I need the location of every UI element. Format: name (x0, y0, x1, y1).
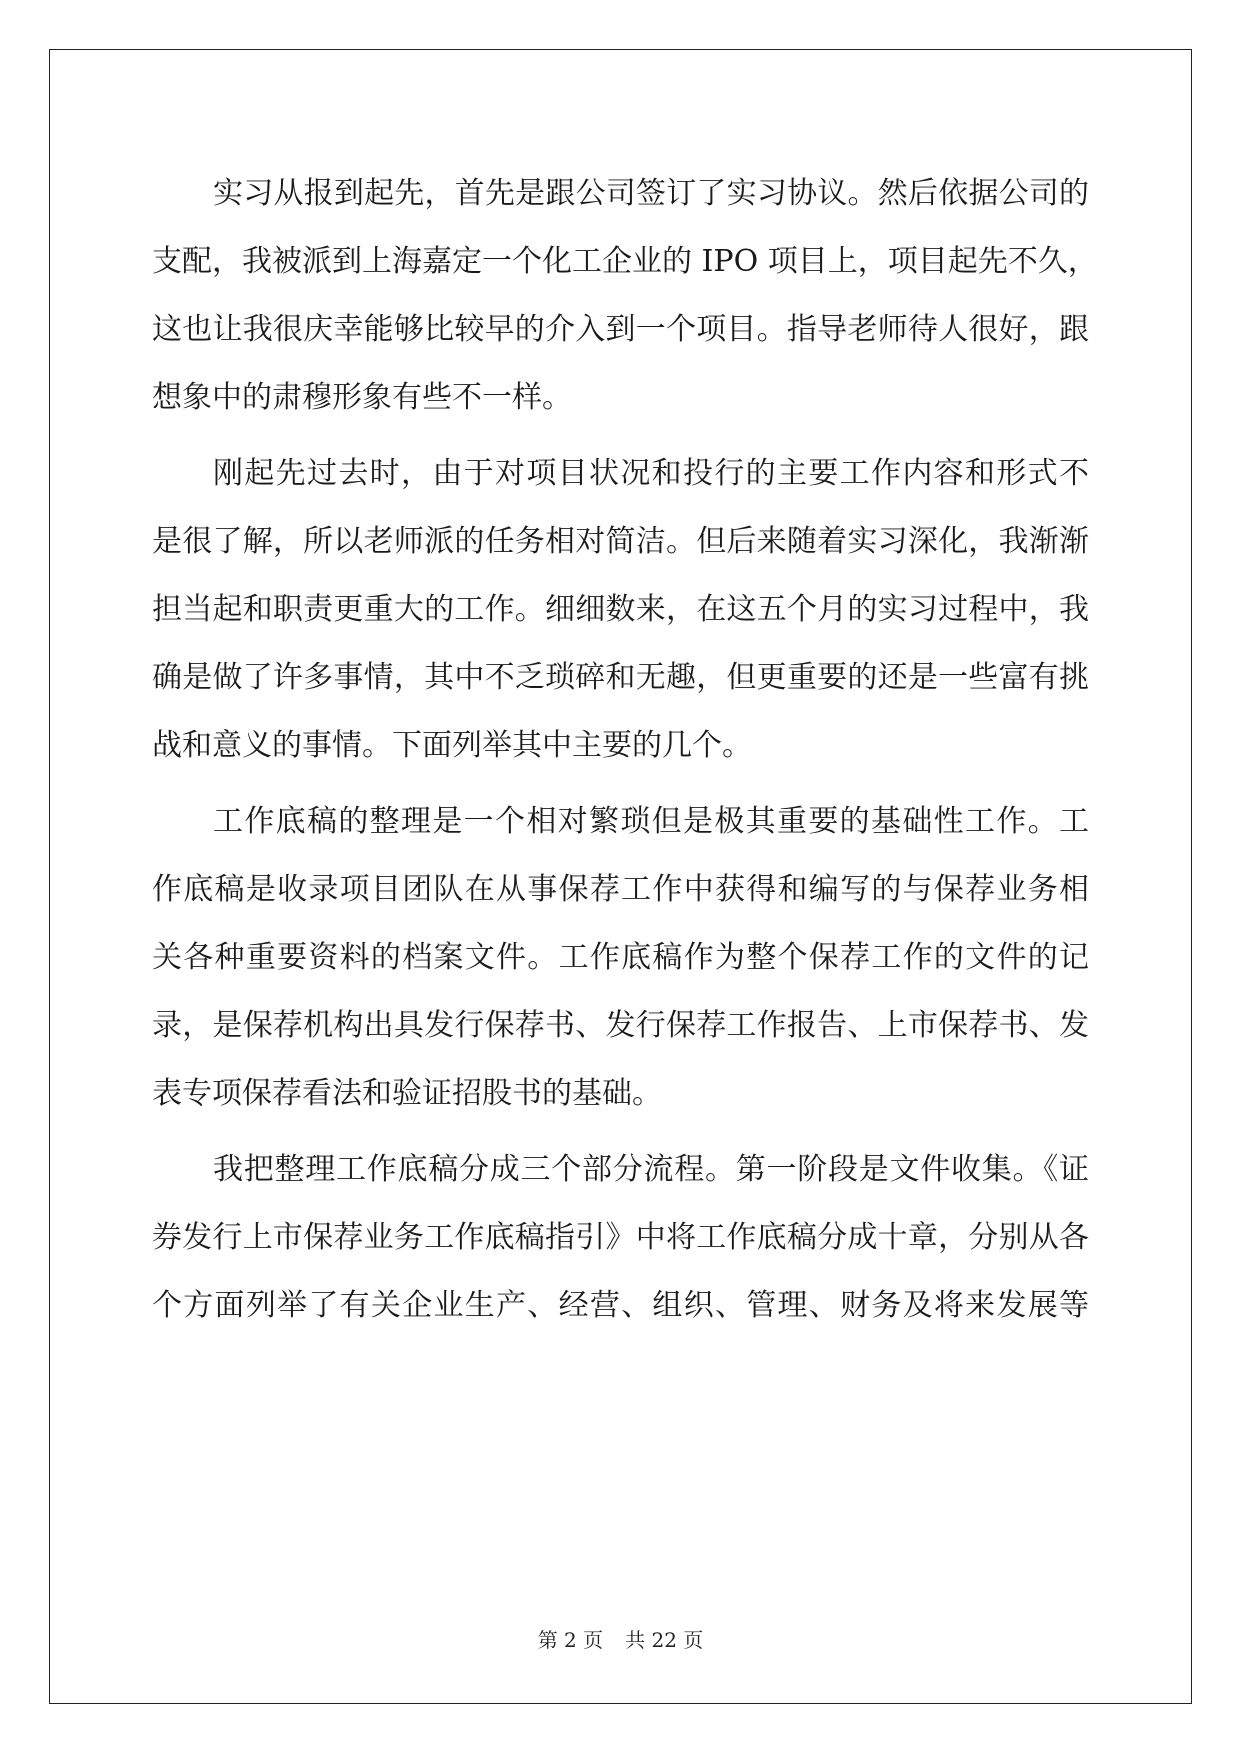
paragraph-3-line-1: 工作底稿的整理是一个相对繁琐但是极其重要的基础性工作。工 (213, 804, 1089, 839)
paragraph-2-line-5: 战和意义的事情。下面列举其中主要的几个。 (152, 728, 752, 763)
document-body (152, 160, 1098, 1340)
paragraph-3-line-4: 录，是保荐机构出具发行保荐书、发行保荐工作报告、上市保荐书、发 (152, 1008, 1089, 1043)
page-total: 共 22 页 (625, 1628, 704, 1652)
paragraph-3-line-5: 表专项保荐看法和验证招股书的基础。 (152, 1076, 662, 1111)
paragraph-1-line-3: 这也让我很庆幸能够比较早的介入到一个项目。指导老师待人很好，跟 (152, 312, 1089, 347)
paragraph-3-line-3: 关各种重要资料的档案文件。工作底稿作为整个保荐工作的文件的记 (152, 940, 1089, 975)
paragraph-3-line-2: 作底稿是收录项目团队在从事保荐工作中获得和编写的与保荐业务相 (152, 872, 1089, 907)
paragraph-spacer (152, 1128, 1089, 1136)
paragraph-spacer (152, 432, 1089, 440)
paragraph-spacer (152, 780, 1089, 788)
paragraph-4-line-1: 我把整理工作底稿分成三个部分流程。第一阶段是文件收集。《证 (213, 1152, 1089, 1187)
paragraph-4-line-3: 个方面列举了有关企业生产、经营、组织、管理、财务及将来发展等 (152, 1288, 1089, 1323)
paragraph-2-line-1: 刚起先过去时，由于对项目状况和投行的主要工作内容和形式不 (213, 456, 1089, 491)
paragraph-1-line-1: 实习从报到起先，首先是跟公司签订了实习协议。然后依据公司的 (213, 176, 1089, 211)
page-number: 第 2 页 (537, 1628, 604, 1652)
paragraph-1-line-4: 想象中的肃穆形象有些不一样。 (152, 380, 572, 415)
paragraph-2-line-4: 确是做了许多事情，其中不乏琐碎和无趣，但更重要的还是一些富有挑 (152, 660, 1089, 695)
paragraph-2-line-3: 担当起和职责更重大的工作。细细数来，在这五个月的实习过程中，我 (152, 592, 1089, 627)
paragraph-4-line-2: 券发行上市保荐业务工作底稿指引》中将工作底稿分成十章，分别从各 (152, 1220, 1089, 1255)
paragraph-1-line-2: 支配，我被派到上海嘉定一个化工企业的 IPO 项目上，项目起先不久， (152, 244, 1098, 279)
page-footer (0, 1624, 1241, 1653)
paragraph-2-line-2: 是很了解，所以老师派的任务相对简洁。但后来随着实习深化，我渐渐 (152, 524, 1089, 559)
